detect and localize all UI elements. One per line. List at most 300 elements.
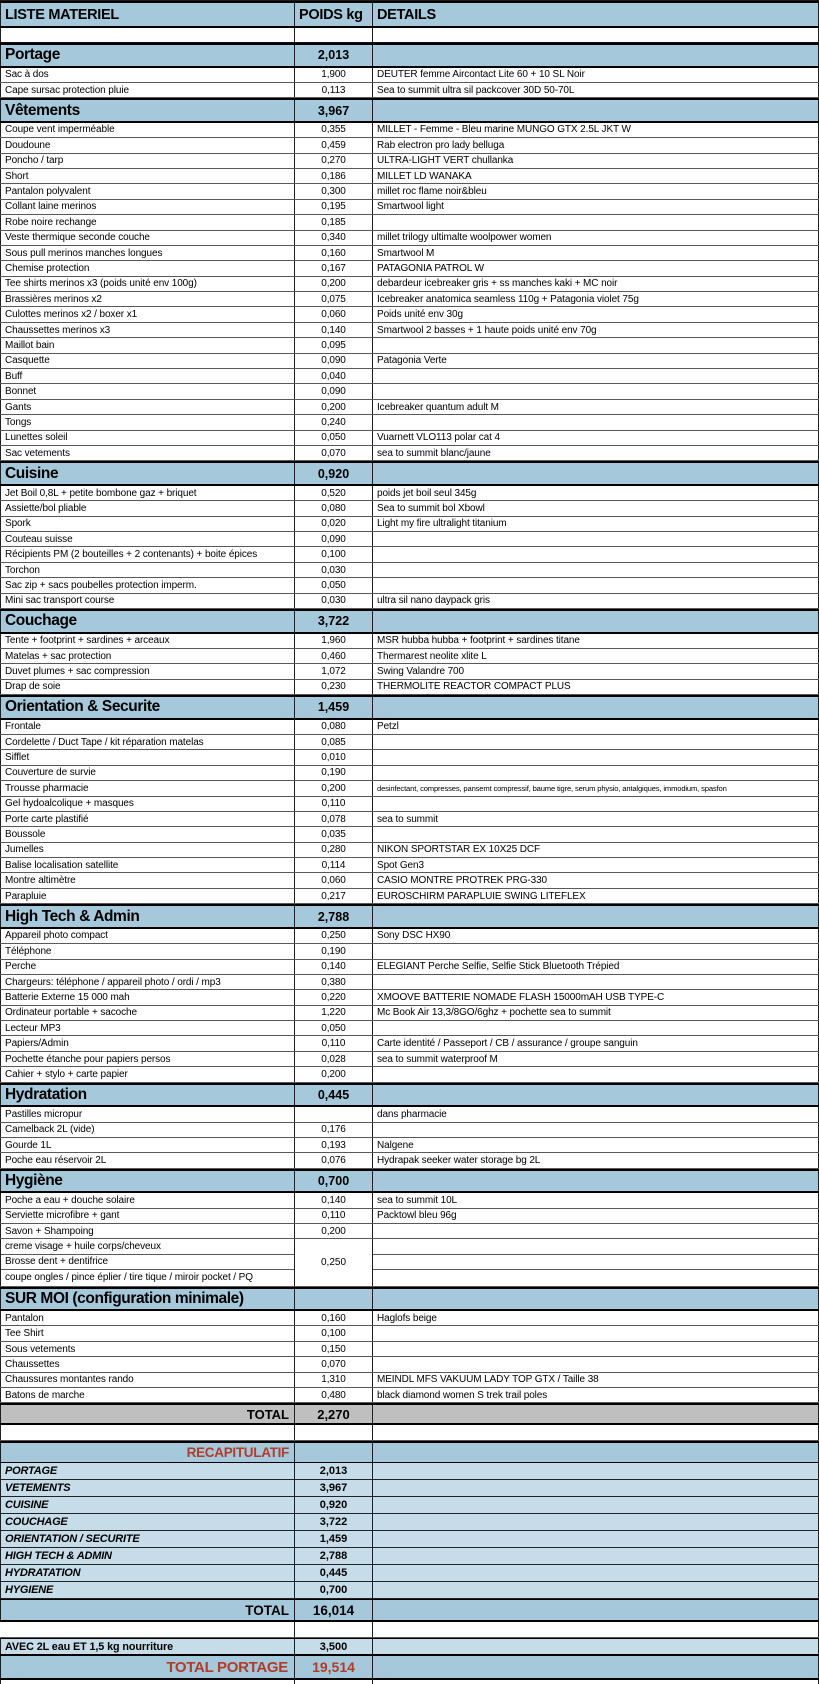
extra-weight-row [0,1638,819,1655]
item-details: Mc Book Air 13,3/8GO/6ghz + pochette sea to summit [373,1006,819,1020]
item-details: MEINDL MFS VAKUUM LADY TOP GTX / Taille 38 [373,1373,819,1387]
recap-weight: 2,013 [295,1463,373,1479]
section-name: Portage [0,45,295,66]
item-details: Smartwool 2 basses + 1 haute poids unité env 70g [373,323,819,337]
item-details [373,1067,819,1081]
item-row [0,929,819,944]
section-weight: 2,788 [295,906,373,927]
recap-row [0,1497,819,1514]
item-details: Smartwool light [373,200,819,214]
item-details: Icebreaker anatomica seamless 110g + Patagonia violet 75g [373,292,819,306]
item-label: Sac zip + sacs poubelles protection imperm. [0,578,295,592]
item-label: Gourde 1L [0,1138,295,1152]
item-weight: 0,080 [295,720,373,734]
item-row [0,843,819,858]
section-details-blank [373,463,819,484]
item-row [0,400,819,415]
column-header-row [0,1,819,28]
item-label: Sous vetements [0,1342,295,1356]
item-label: Serviette microfibre + gant [0,1209,295,1223]
merged-weight: 0,250 [295,1239,373,1285]
section-header-row [0,1083,819,1108]
recap-weight: 3,722 [295,1514,373,1530]
recap-blank [373,1463,819,1479]
section-header-row [0,904,819,929]
item-row [0,83,819,98]
item-label: Tee shirts merinos x3 (poids unité env 100g) [0,277,295,291]
item-details [373,563,819,577]
merged-item-block [0,1239,819,1286]
item-weight: 0,200 [295,781,373,795]
item-details: Hydrapak seeker water storage bg 2L [373,1153,819,1167]
item-weight: 0,110 [295,1209,373,1223]
section-name: Cuisine [0,463,295,484]
item-details [373,1239,818,1254]
item-row [0,781,819,796]
item-details: Packtowl bleu 96g [373,1209,819,1223]
recap-row [0,1582,819,1599]
item-row [0,1067,819,1082]
item-weight: 0,459 [295,138,373,152]
section-details-blank [373,1289,819,1310]
item-weight: 0,050 [295,578,373,592]
item-details [373,338,819,352]
item-details [373,1224,819,1238]
empty-row-bottom [0,1622,819,1638]
item-weight: 0,028 [295,1052,373,1066]
item-weight: 0,230 [295,680,373,694]
recap-blank [373,1497,819,1513]
item-label: Casquette [0,354,295,368]
grand-total-value: 19,514 [295,1656,373,1678]
item-weight: 0,300 [295,184,373,198]
item-details: Thermarest neolite xlite L [373,649,819,663]
sur-moi-total-label: TOTAL [0,1405,295,1423]
item-weight: 0,200 [295,1067,373,1081]
item-details [373,1342,819,1356]
item-details: NIKON SPORTSTAR EX 10X25 DCF [373,843,819,857]
item-details: XMOOVE BATTERIE NOMADE FLASH 15000mAH USB TYPE-C [373,990,819,1004]
section-header-row [0,43,819,68]
item-label: Poche a eau + douche solaire [0,1193,295,1207]
item-label: Veste thermique seconde couche [0,231,295,245]
item-details [373,827,819,841]
sur-moi-total-row [0,1403,819,1425]
item-weight: 0,217 [295,889,373,903]
item-weight: 0,160 [295,1311,373,1325]
item-label: Sac à dos [0,68,295,82]
item-label: Pochette étanche pour papiers persos [0,1052,295,1066]
recap-weight: 1,459 [295,1531,373,1547]
item-details: black diamond women S trek trail poles [373,1388,819,1402]
item-label: Trousse pharmacie [0,781,295,795]
item-label: Camelback 2L (vide) [0,1123,295,1137]
section-weight: 0,445 [295,1085,373,1106]
item-row [0,338,819,353]
item-label: Ordinateur portable + sacoche [0,1006,295,1020]
item-details: Sea to summit bol Xbowl [373,501,819,515]
recap-total-row [0,1599,819,1622]
item-label: Buff [0,369,295,383]
item-weight: 0,520 [295,486,373,500]
item-row [0,649,819,664]
recap-blank [373,1548,819,1564]
item-weight: 0,070 [295,1357,373,1371]
recap-category: ORIENTATION / SECURITE [0,1531,295,1547]
item-details: Vuarnett VLO113 polar cat 4 [373,431,819,445]
item-label: Cape sursac protection pluie [0,83,295,97]
item-weight: 0,113 [295,83,373,97]
item-weight: 0,050 [295,431,373,445]
item-row [0,634,819,649]
item-weight: 1,960 [295,634,373,648]
section-weight: 3,967 [295,100,373,121]
item-label: Mini sac transport course [0,594,295,608]
item-details: Light my fire ultralight titanium [373,517,819,531]
item-details: MSR hubba hubba + footprint + sardines titane [373,634,819,648]
item-details [373,975,819,989]
item-label: Sifflet [0,750,295,764]
item-details: Poids unité env 30g [373,307,819,321]
item-row [0,261,819,276]
item-details: dans pharmacie [373,1107,819,1121]
section-name: Vêtements [0,100,295,121]
item-details: MILLET - Femme - Bleu marine MUNGO GTX 2.5L JKT W [373,123,819,137]
item-weight: 0,193 [295,1138,373,1152]
recap-blank [373,1480,819,1496]
item-label: Frontale [0,720,295,734]
item-label: Poncho / tarp [0,154,295,168]
section-details-blank [373,1085,819,1106]
item-row [0,384,819,399]
item-row [0,1388,819,1403]
section-weight: 2,013 [295,45,373,66]
item-row [0,594,819,609]
recap-category: VETEMENTS [0,1480,295,1496]
item-details: Sony DSC HX90 [373,929,819,943]
item-details: ultra sil nano daypack gris [373,594,819,608]
extra-value: 3,500 [295,1639,373,1654]
item-weight: 1,900 [295,68,373,82]
item-details [373,369,819,383]
item-label: Gel hydoalcolique + masques [0,797,295,811]
item-row [0,1123,819,1138]
item-row [0,532,819,547]
item-label: coupe ongles / pince éplier / tire tique / miroir pocket / PQ [5,1272,253,1284]
item-details: Petzl [373,720,819,734]
item-details [373,1123,819,1137]
item-row [0,1342,819,1357]
item-weight: 0,090 [295,532,373,546]
item-weight: 0,195 [295,200,373,214]
item-weight: 1,220 [295,1006,373,1020]
item-weight: 0,240 [295,415,373,429]
item-label: Chemise protection [0,261,295,275]
item-label: Collant laine merinos [0,200,295,214]
item-label: Matelas + sac protection [0,649,295,663]
item-weight: 0,200 [295,277,373,291]
recap-row [0,1463,819,1480]
item-row [0,1036,819,1051]
item-row [0,486,819,501]
column-header-liste-materiel: LISTE MATERIEL [0,3,295,26]
item-label: Torchon [0,563,295,577]
item-weight: 1,310 [295,1373,373,1387]
item-weight: 0,076 [295,1153,373,1167]
item-row [0,827,819,842]
item-label: Coupe vent imperméable [0,123,295,137]
item-details: poids jet boil seul 345g [373,486,819,500]
item-details: Icebreaker quantum adult M [373,400,819,414]
section-name: SUR MOI (configuration minimale) [0,1289,295,1310]
item-weight: 0,220 [295,990,373,1004]
item-details [373,1326,819,1340]
item-weight: 0,035 [295,827,373,841]
item-row [0,323,819,338]
recap-weight: 2,788 [295,1548,373,1564]
item-details [373,735,819,749]
item-details [373,797,819,811]
item-weight: 0,150 [295,1342,373,1356]
item-weight: 0,110 [295,797,373,811]
recap-blank [373,1565,819,1581]
recap-row [0,1480,819,1497]
item-label: Batons de marche [0,1388,295,1402]
item-label: Savon + Shampoing [0,1224,295,1238]
item-row [0,578,819,593]
item-row [0,735,819,750]
item-row [0,680,819,695]
recap-category: HYDRATATION [0,1565,295,1581]
item-weight: 0,355 [295,123,373,137]
item-weight: 0,080 [295,501,373,515]
item-details: THERMOLITE REACTOR COMPACT PLUS [373,680,819,694]
item-weight: 0,040 [295,369,373,383]
item-row [0,720,819,735]
item-row [0,415,819,430]
item-details: sea to summit [373,812,819,826]
section-details-blank [373,1171,819,1192]
item-label: Spork [0,517,295,531]
item-label: Sac vetements [0,446,295,460]
item-weight: 0,185 [295,215,373,229]
item-row [0,1193,819,1208]
item-label: Cahier + stylo + carte papier [0,1067,295,1081]
item-details: Sea to summit ultra sil packcover 30D 50-70L [373,83,819,97]
item-details: Haglofs beige [373,1311,819,1325]
item-weight: 0,140 [295,323,373,337]
section-details-blank [373,100,819,121]
section-name: Orientation & Securite [0,697,295,718]
item-label: Maillot bain [0,338,295,352]
section-details-blank [373,906,819,927]
item-details [373,547,819,561]
item-weight: 0,100 [295,547,373,561]
item-label: Poche eau réservoir 2L [0,1153,295,1167]
item-row [0,944,819,959]
item-row [0,277,819,292]
item-details: sea to summit waterproof M [373,1052,819,1066]
item-weight: 0,085 [295,735,373,749]
item-details: Carte identité / Passeport / CB / assurance / groupe sanguin [373,1036,819,1050]
section-weight: 0,700 [295,1171,373,1192]
item-weight: 0,078 [295,812,373,826]
item-label: Short [0,169,295,183]
section-header-row [0,1287,819,1312]
item-weight: 0,270 [295,154,373,168]
item-row [0,215,819,230]
bottom-strip [0,1680,819,1684]
item-row [0,431,819,446]
item-weight: 0,186 [295,169,373,183]
sur-moi-total-value: 2,270 [295,1405,373,1423]
item-weight: 0,480 [295,1388,373,1402]
section-weight: 3,722 [295,611,373,632]
item-details [373,532,819,546]
grand-total-label: TOTAL PORTAGE [0,1656,295,1678]
item-label: Drap de soie [0,680,295,694]
item-label: Tee Shirt [0,1326,295,1340]
item-details: Spot Gen3 [373,858,819,872]
item-row [0,990,819,1005]
item-label: creme visage + huile corps/cheveux [1,1239,294,1254]
item-label: Montre altimètre [0,873,295,887]
item-details: debardeur icebreaker gris + ss manches kaki + MC noir [373,277,819,291]
item-row [0,1153,819,1168]
item-label: Assiette/bol pliable [0,501,295,515]
item-details: desinfectant, compresses, pansemt compressif, baume tigre, serum physio, antalgiques, immodium, spasfon [373,781,819,795]
item-weight: 0,114 [295,858,373,872]
item-weight: 0,176 [295,1123,373,1137]
recap-row [0,1548,819,1565]
item-weight: 0,090 [295,384,373,398]
item-weight: 0,010 [295,750,373,764]
item-weight: 0,200 [295,1224,373,1238]
item-row [0,1052,819,1067]
item-label: Couverture de survie [0,766,295,780]
item-row [0,858,819,873]
item-weight [295,1107,373,1121]
item-label: Bonnet [0,384,295,398]
item-weight: 0,030 [295,594,373,608]
recap-category: PORTAGE [0,1463,295,1479]
item-row [0,68,819,83]
recap-weight: 3,967 [295,1480,373,1496]
item-label: Cordelette / Duct Tape / kit réparation matelas [0,735,295,749]
recap-category: COUCHAGE [0,1514,295,1530]
item-weight: 0,050 [295,1021,373,1035]
item-details: EUROSCHIRM PARAPLUIE SWING LITEFLEX [373,889,819,903]
item-row [0,123,819,138]
section-header-row [0,609,819,634]
item-weight: 0,020 [295,517,373,531]
item-row [0,1311,819,1326]
item-details [373,1021,819,1035]
item-label: Duvet plumes + sac compression [0,664,295,678]
recap-total-value: 16,014 [295,1600,373,1620]
item-label: Chaussettes merinos x3 [0,323,295,337]
merged-labels [0,1239,295,1285]
item-weight: 0,340 [295,231,373,245]
item-row [0,812,819,827]
item-details: Rab electron pro lady belluga [373,138,819,152]
item-weight: 0,095 [295,338,373,352]
item-row [0,750,819,765]
item-details: Nalgene [373,1138,819,1152]
item-label: Balise localisation satellite [0,858,295,872]
item-row [0,169,819,184]
item-label: Récipients PM (2 bouteilles + 2 contenants) + boite épices [0,547,295,561]
item-label: Batterie Externe 15 000 mah [0,990,295,1004]
item-row [0,184,819,199]
item-weight: 0,250 [295,929,373,943]
recap-weight: 0,445 [295,1565,373,1581]
item-row [0,1373,819,1388]
item-label: Lecteur MP3 [0,1021,295,1035]
item-weight: 0,060 [295,873,373,887]
item-label: Papiers/Admin [0,1036,295,1050]
recap-blank [373,1582,819,1598]
item-weight: 0,190 [295,944,373,958]
section-name: Hydratation [0,1085,295,1106]
item-row [0,1006,819,1021]
item-row [0,975,819,990]
section-header-row [0,98,819,123]
section-header-row [0,461,819,486]
item-weight: 0,140 [295,960,373,974]
item-row [0,517,819,532]
item-label: Parapluie [0,889,295,903]
item-label: Pantalon polyvalent [0,184,295,198]
item-details [373,944,819,958]
item-row [0,960,819,975]
item-row [0,1209,819,1224]
item-weight: 0,190 [295,766,373,780]
item-details: sea to summit 10L [373,1193,819,1207]
item-label: Jumelles [0,843,295,857]
item-row [0,354,819,369]
item-row [0,307,819,322]
item-details: ELEGIANT Perche Selfie, Selfie Stick Bluetooth Trépied [373,960,819,974]
extra-label: AVEC 2L eau ET 1,5 kg nourriture [0,1639,295,1654]
item-row [0,1224,819,1239]
item-label: Brosse dent + dentifrice [1,1255,294,1270]
item-label: Jet Boil 0,8L + petite bombone gaz + briquet [0,486,295,500]
recap-row [0,1531,819,1548]
item-row [0,200,819,215]
recap-total-label: TOTAL [0,1600,295,1620]
item-row [0,766,819,781]
item-weight: 0,070 [295,446,373,460]
recap-rows-container [0,1463,819,1599]
item-details: ULTRA-LIGHT VERT chullanka [373,154,819,168]
section-weight: 1,459 [295,697,373,718]
recap-row [0,1565,819,1582]
item-label: Pantalon [0,1311,295,1325]
item-weight: 0,060 [295,307,373,321]
item-weight: 0,110 [295,1036,373,1050]
item-details [373,766,819,780]
recap-weight: 0,700 [295,1582,373,1598]
item-weight: 0,380 [295,975,373,989]
item-row [0,231,819,246]
item-details: millet roc flame noir&bleu [373,184,819,198]
item-details: sea to summit blanc/jaune [373,446,819,460]
merged-details [373,1239,819,1285]
item-row [0,1021,819,1036]
item-details [373,384,819,398]
section-name: Couchage [0,611,295,632]
